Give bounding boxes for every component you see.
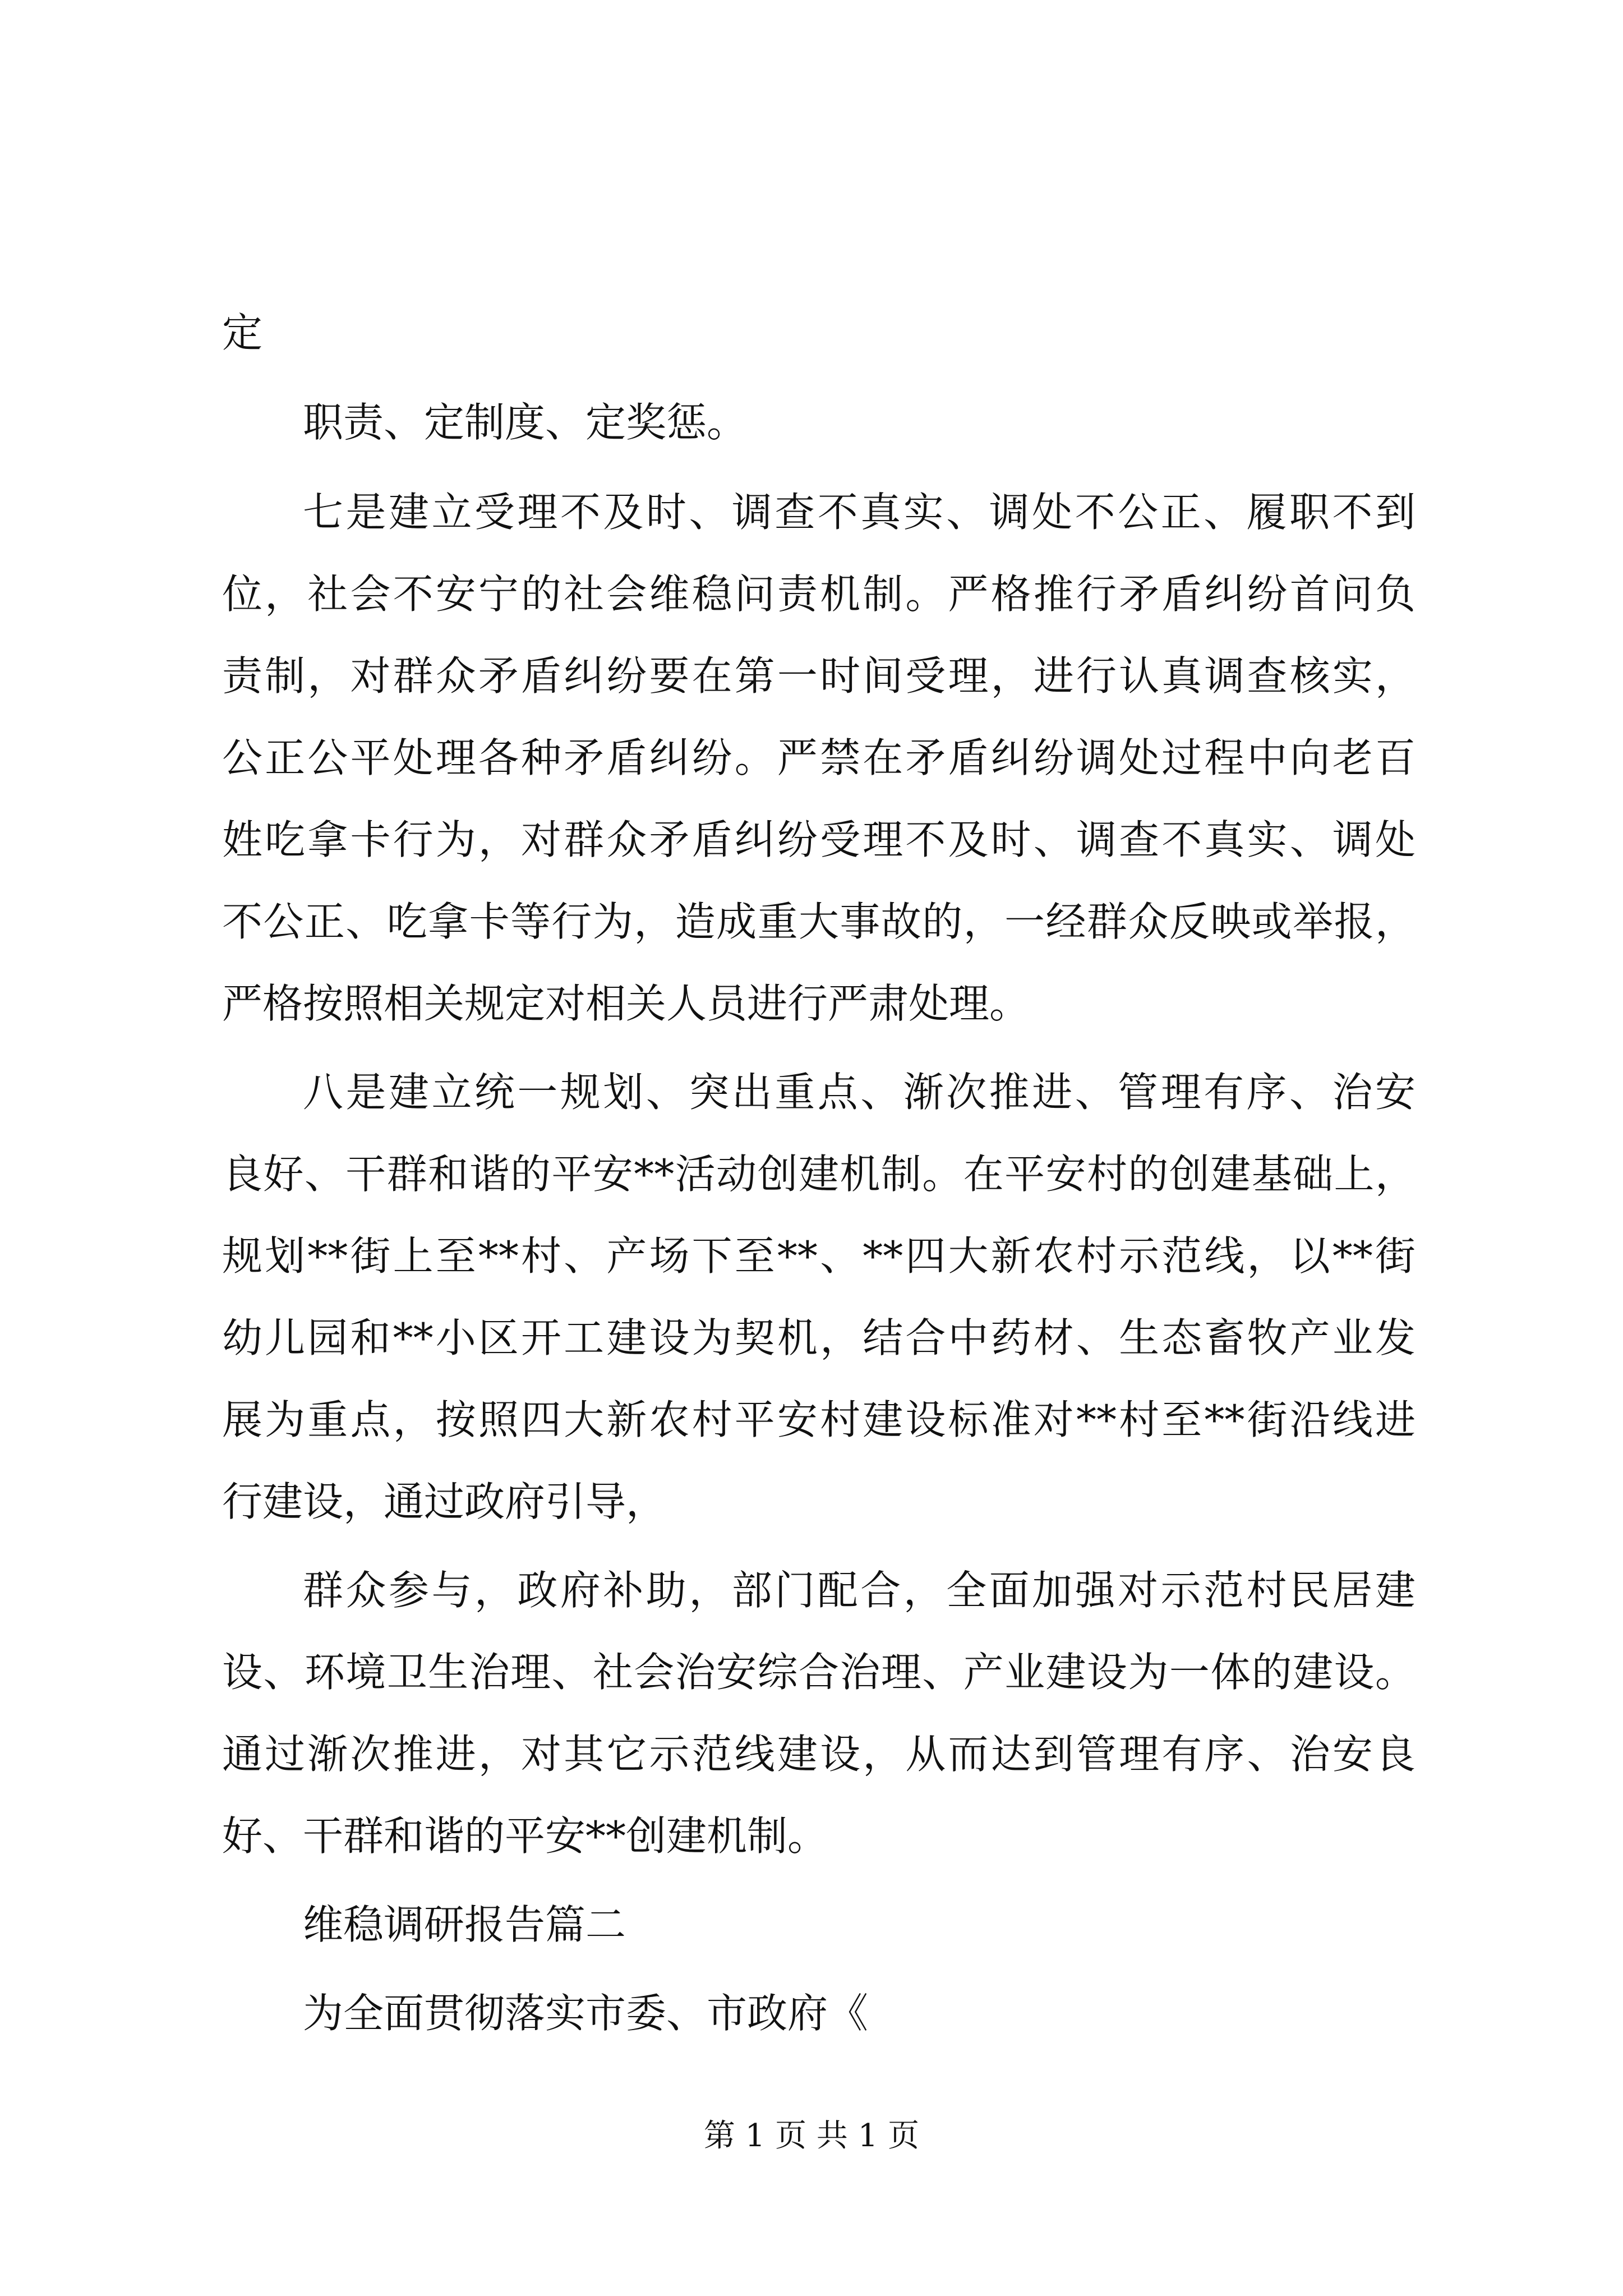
paragraph-line: 姓吃拿卡行为，对群众矛盾纠纷受理不及时、调查不真实、调处 [222, 816, 1415, 863]
paragraph-line: 为全面贯彻落实市委、市政府《 [303, 1990, 869, 2037]
text-line: 职责、定制度、定奖惩。 [303, 399, 748, 446]
paragraph-line: 群众参与，政府补助，部门配合，全面加强对示范村民居建 [303, 1567, 1415, 1614]
page-footer: 第 1 页 共 1 页 [703, 2118, 920, 2154]
text-line: 定 [222, 309, 263, 356]
paragraph-line: 责制，对群众矛盾纠纷要在第一时间受理，进行认真调查核实， [222, 652, 1415, 700]
paragraph-line: 好、干群和谐的平安**创建机制。 [222, 1812, 828, 1860]
paragraph-line: 严格按照相关规定对相关人员进行严肃处理。 [222, 980, 1030, 1027]
paragraph-line: 行建设，通过政府引导， [222, 1478, 667, 1525]
paragraph-line: 不公正、吃拿卡等行为，造成重大事故的，一经群众反映或举报， [222, 898, 1415, 945]
paragraph-line: 设、环境卫生治理、社会治安综合治理、产业建设为一体的建设。 [222, 1649, 1415, 1696]
paragraph-line: 展为重点，按照四大新农村平安村建设标准对**村至**街沿线进 [222, 1396, 1415, 1443]
section-heading: 维稳调研报告篇二 [303, 1901, 626, 1948]
paragraph-line: 良好、干群和谐的平安**活动创建机制。在平安村的创建基础上， [222, 1151, 1415, 1198]
paragraph-line: 位，社会不安宁的社会维稳问责机制。严格推行矛盾纠纷首问负 [222, 570, 1415, 618]
paragraph-line: 公正公平处理各种矛盾纠纷。严禁在矛盾纠纷调处过程中向老百 [222, 734, 1415, 781]
paragraph-line: 幼儿园和**小区开工建设为契机，结合中药材、生态畜牧产业发 [222, 1314, 1415, 1361]
paragraph-line: 八是建立统一规划、突出重点、渐次推进、管理有序、治安 [303, 1069, 1415, 1116]
paragraph-line: 规划**街上至**村、产场下至**、**四大新农村示范线，以**街 [222, 1232, 1415, 1280]
paragraph-line: 通过渐次推进，对其它示范线建设，从而达到管理有序、治安良 [222, 1731, 1415, 1778]
paragraph-line: 七是建立受理不及时、调查不真实、调处不公正、履职不到 [303, 489, 1415, 536]
